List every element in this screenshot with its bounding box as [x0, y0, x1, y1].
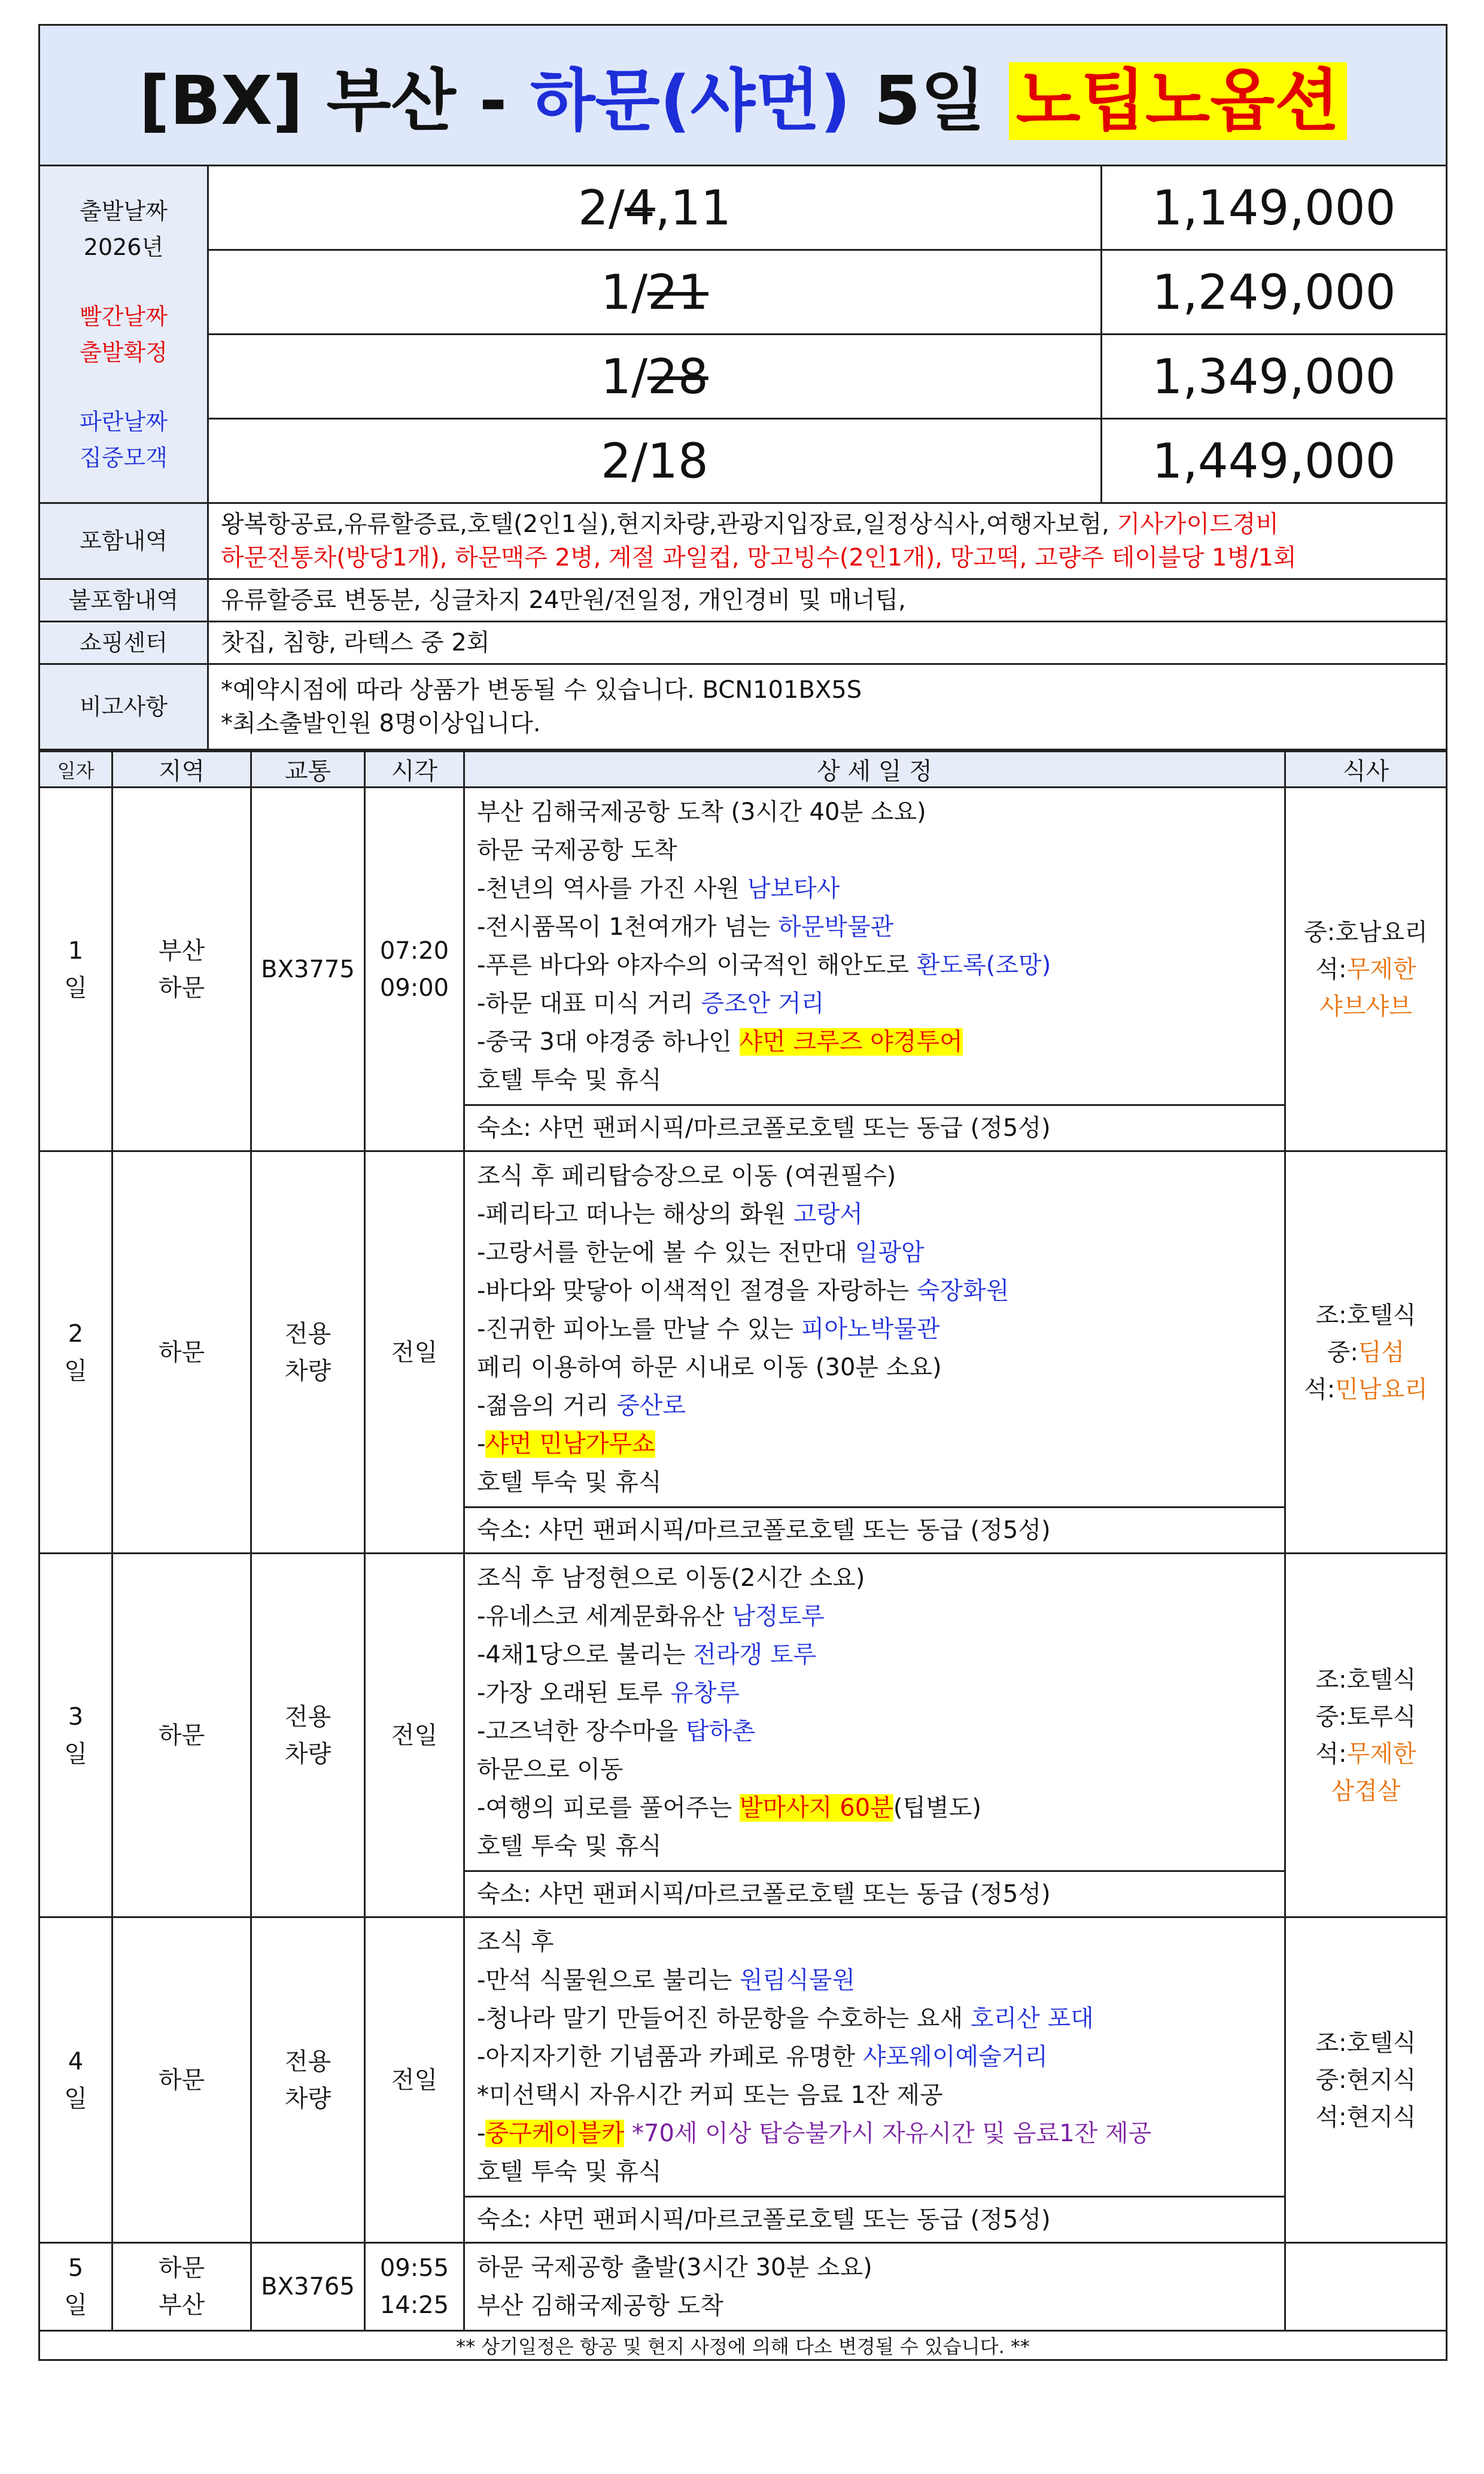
transport-cell: 전용 차량	[251, 1554, 365, 1917]
detail-line: -중국 3대 야경중 하나인 샤먼 크루즈 야경투어	[477, 1028, 963, 1056]
region-cell: 하문	[112, 1917, 251, 2243]
title-days: 5일	[874, 62, 986, 140]
time-cell: 09:55 14:25	[365, 2243, 464, 2331]
departure-date-4: 2/18	[208, 419, 1102, 503]
header-detail: 상 세 일 정	[464, 752, 1285, 788]
time-cell: 전일	[365, 1151, 464, 1554]
itinerary-page	[38, 24, 1446, 2361]
detail-line: 하문으로 이동	[477, 1756, 624, 1783]
departure-date-3: 1/28	[208, 335, 1102, 419]
region-cell: 하문	[112, 1554, 251, 1917]
detail-cell	[464, 788, 1285, 1105]
detail-line: 부산 김해국제공항 도착	[477, 2292, 723, 2320]
detail-line: -젊음의 거리 중산로	[477, 1392, 686, 1420]
time-cell: 전일	[365, 1554, 464, 1917]
schedule-header	[39, 752, 1447, 788]
hotel-text: 숙소: 샤먼 팬퍼시픽/마르코폴로호텔 또는 동급 (정5성)	[464, 1871, 1285, 1917]
note-red-date: 빨간날짜	[80, 303, 168, 330]
departure-label-cell	[39, 166, 208, 503]
transport-cell: BX3775	[251, 788, 365, 1151]
detail-line: -하문 대표 미식 거리 증조안 거리	[477, 990, 825, 1017]
detail-cell	[464, 1917, 1285, 2197]
detail-line: -전시품목이 1천여개가 넘는 하문박물관	[477, 913, 894, 941]
detail-cell	[464, 2243, 1285, 2331]
title-option-badge: 노팁노옵션	[1009, 62, 1347, 140]
day-cell: 5 일	[39, 2243, 112, 2331]
detail-line: 페리 이용하여 하문 시내로 이동 (30분 소요)	[477, 1354, 942, 1381]
meal-cell: 조:호텔식 중:딤섬 석:민남요리	[1285, 1151, 1447, 1554]
detail-line: -만석 식물원으로 불리는 원림식물원	[477, 1967, 856, 1994]
shopping-label: 쇼핑센터	[39, 622, 208, 664]
price-3: 1,349,000	[1102, 335, 1447, 419]
detail-line: 조식 후 페리탑승장으로 이동 (여권필수)	[477, 1162, 896, 1190]
meal-cell	[1285, 2243, 1447, 2331]
detail-cell	[464, 1554, 1285, 1871]
departure-year: 2026년	[83, 233, 164, 260]
detail-line: *미선택시 자유시간 커피 또는 음료 1잔 제공	[477, 2081, 943, 2109]
schedule-row	[39, 1151, 1447, 1508]
transport-cell: 전용 차량	[251, 1917, 365, 2243]
day-cell: 3 일	[39, 1554, 112, 1917]
transport-cell: 전용 차량	[251, 1151, 365, 1554]
price-4: 1,449,000	[1102, 419, 1447, 503]
detail-line: 부산 김해국제공항 도착 (3시간 40분 소요)	[477, 798, 926, 826]
price-2: 1,249,000	[1102, 250, 1447, 335]
title-prefix: [BX]	[139, 62, 303, 140]
time-cell: 07:20 09:00	[365, 788, 464, 1151]
hotel-text: 숙소: 샤먼 팬퍼시픽/마르코폴로호텔 또는 동급 (정5성)	[464, 1508, 1285, 1554]
departure-label: 출발날짜	[80, 197, 168, 224]
detail-line: -여행의 피로를 풀어주는 발마사지 60분(팁별도)	[477, 1794, 981, 1822]
day-cell: 1 일	[39, 788, 112, 1151]
remarks-text: *예약시점에 따라 상품가 변동될 수 있습니다. BCN101BX5S *최소출발인원 8명이상입니다.	[208, 664, 1447, 750]
detail-line: -고랑서를 한눈에 볼 수 있는 전만대 일광암	[477, 1239, 925, 1266]
region-cell: 하문	[112, 1151, 251, 1554]
price-1: 1,149,000	[1102, 166, 1447, 250]
meal-cell: 조:호텔식 중:현지식 석:현지식	[1285, 1917, 1447, 2243]
note-recruiting: 집중모객	[80, 444, 168, 471]
time-cell: 전일	[365, 1917, 464, 2243]
shopping-text: 찻집, 침향, 라텍스 중 2회	[208, 622, 1447, 664]
detail-line: 호텔 투숙 및 휴식	[477, 1469, 662, 1496]
detail-line: -가장 오래된 토루 유창루	[477, 1679, 740, 1707]
note-blue-date: 파란날짜	[80, 408, 168, 435]
title-destination: 하문(샤먼)	[530, 62, 851, 140]
detail-line: -중구케이블카 *70세 이상 탑승불가시 자유시간 및 음료1잔 제공	[477, 2120, 1152, 2147]
day-cell: 4 일	[39, 1917, 112, 2243]
title-dash: -	[479, 62, 507, 140]
schedule-row	[39, 1554, 1447, 1871]
included-text: 왕복항공료,유류할증료,호텔(2인1실),현지차량,관광지입장료,일정상식사,여행자보험, 기사가이드경비 하문전통차(방당1개), 하문맥주 2병, 계절 과일컵, 망고빙수(2인1개), 망고떡, 고량주 테이블당 1병/1회	[208, 503, 1447, 579]
header-transport: 교통	[251, 752, 365, 788]
region-cell: 하문 부산	[112, 2243, 251, 2331]
product-info-table	[38, 24, 1447, 750]
schedule-row	[39, 2243, 1447, 2331]
meal-cell: 조:호텔식 중:토루식 석:무제한 삼겹살	[1285, 1554, 1447, 1917]
detail-line: -푸른 바다와 야자수의 이국적인 해안도로 환도록(조망)	[477, 952, 1051, 979]
included-label: 포함내역	[39, 503, 208, 579]
departure-date-1: 2/4,11	[208, 166, 1102, 250]
detail-line: 조식 후 남정현으로 이동(2시간 소요)	[477, 1564, 865, 1592]
excluded-text: 유류할증료 변동분, 싱글차지 24만원/전일정, 개인경비 및 매너팁,	[208, 579, 1447, 622]
schedule-row	[39, 788, 1447, 1105]
note-confirmed: 출발확정	[80, 339, 168, 366]
header-meal: 식사	[1285, 752, 1447, 788]
hotel-text: 숙소: 샤먼 팬퍼시픽/마르코폴로호텔 또는 동급 (정5성)	[464, 2197, 1285, 2243]
header-day: 일자	[39, 752, 112, 788]
detail-line: 하문 국제공항 출발(3시간 30분 소요)	[477, 2254, 872, 2281]
detail-line: -유네스코 세계문화유산 남정토루	[477, 1603, 825, 1630]
page-title	[39, 25, 1447, 166]
detail-line: 조식 후	[477, 1928, 554, 1956]
detail-line: 호텔 투숙 및 휴식	[477, 2158, 662, 2186]
detail-line: -바다와 맞닿아 이색적인 절경을 자랑하는 숙장화원	[477, 1277, 1009, 1305]
meal-cell: 중:호남요리 석:무제한 샤브샤브	[1285, 788, 1447, 1151]
departure-date-2: 1/21	[208, 250, 1102, 335]
schedule-table	[38, 750, 1447, 2361]
detail-line: 호텔 투숙 및 휴식	[477, 1066, 662, 1094]
footer-note: ** 상기일정은 항공 및 현지 사정에 의해 다소 변경될 수 있습니다. **	[39, 2331, 1447, 2360]
detail-cell	[464, 1151, 1285, 1508]
schedule-row	[39, 1917, 1447, 2197]
transport-cell: BX3765	[251, 2243, 365, 2331]
detail-line: 하문 국제공항 도착	[477, 837, 677, 864]
detail-line: -샤먼 민남가무쇼	[477, 1430, 655, 1458]
hotel-text: 숙소: 샤먼 팬퍼시픽/마르코폴로호텔 또는 동급 (정5성)	[464, 1105, 1285, 1151]
remarks-label: 비고사항	[39, 664, 208, 750]
region-cell: 부산 하문	[112, 788, 251, 1151]
title-city: 부산	[326, 62, 456, 140]
header-region: 지역	[112, 752, 251, 788]
detail-line: -청나라 말기 만들어진 하문항을 수호하는 요새 호리산 포대	[477, 2005, 1094, 2032]
day-cell: 2 일	[39, 1151, 112, 1554]
excluded-label: 불포함내역	[39, 579, 208, 622]
detail-line: -천년의 역사를 가진 사원 남보타사	[477, 875, 840, 902]
detail-line: -진귀한 피아노를 만날 수 있는 피아노박물관	[477, 1315, 940, 1343]
detail-line: -4채1당으로 불리는 전라갱 토루	[477, 1641, 817, 1668]
detail-line: -아지자기한 기념품과 카페로 유명한 샤포웨이예술거리	[477, 2043, 1048, 2071]
detail-line: -페리타고 떠나는 해상의 화원 고랑서	[477, 1200, 863, 1228]
detail-line: 호텔 투숙 및 휴식	[477, 1832, 662, 1860]
header-time: 시각	[365, 752, 464, 788]
detail-line: -고즈넉한 장수마을 탑하촌	[477, 1718, 755, 1745]
